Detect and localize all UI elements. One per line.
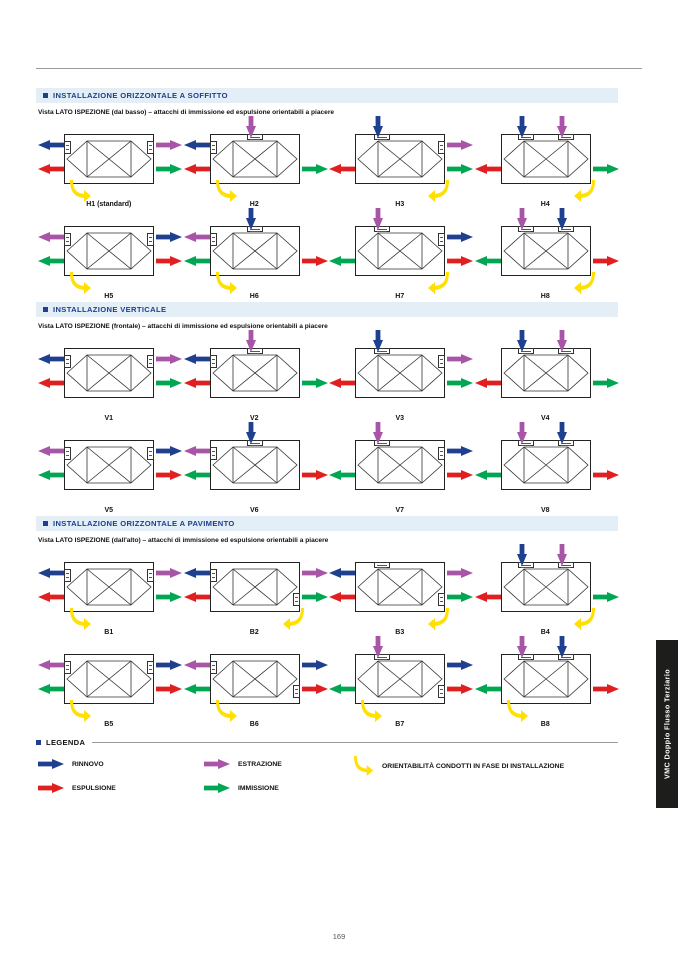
section-header-orizzontale-pavimento: [36, 516, 618, 531]
duct-port: [64, 447, 71, 460]
unit-body: [355, 654, 445, 704]
legend-label: ORIENTABILITÀ CONDOTTI IN FASE DI INSTALLAZIONE: [382, 763, 565, 771]
arrow-estrazione: [184, 232, 210, 242]
unit-body: [355, 134, 445, 184]
duct-port: [438, 141, 445, 154]
unit-body: [64, 134, 154, 184]
arrow-immissione: [475, 684, 501, 694]
diagram-label: B4: [540, 629, 550, 636]
unit-body: [355, 440, 445, 490]
arrow-espulsione: [447, 256, 473, 266]
arrow-immissione: [593, 592, 619, 602]
legend-label: ESTRAZIONE: [238, 761, 282, 769]
heat-exchanger-graphic: [356, 349, 444, 397]
arrow-right-icon: [38, 759, 64, 771]
heat-exchanger-graphic: [65, 441, 153, 489]
duct-port: [64, 141, 71, 154]
arrow-estrazione: [302, 568, 328, 578]
diagram-cell-b5: [36, 638, 182, 730]
unit-body: [210, 440, 300, 490]
section-title: INSTALLAZIONE ORIZZONTALE A PAVIMENTO: [53, 519, 235, 528]
arrow-estrazione: [373, 422, 383, 444]
diagram-cell-h4: [473, 118, 619, 210]
diagram-label: B6: [249, 721, 259, 728]
arrow-estrazione: [246, 116, 256, 138]
heat-exchanger-graphic: [356, 227, 444, 275]
duct-port: [374, 562, 390, 568]
diagram-cell-h2: [182, 118, 328, 210]
bullet-square-icon: [43, 521, 48, 526]
arrow-rinnovo: [246, 422, 256, 444]
duct-port: [210, 233, 217, 246]
arrow-rinnovo: [557, 208, 567, 230]
duct-port: [438, 355, 445, 368]
arrow-estrazione: [156, 140, 182, 150]
diagram-label: H6: [249, 293, 259, 300]
heat-exchanger-graphic: [65, 135, 153, 183]
arrow-estrazione: [447, 568, 473, 578]
unit-body: [355, 348, 445, 398]
diagram-row: [36, 118, 618, 210]
arrow-espulsione: [447, 684, 473, 694]
duct-port: [147, 355, 154, 368]
legend-label: IMMISSIONE: [238, 785, 279, 793]
duct-port: [438, 685, 445, 698]
heat-exchanger-graphic: [211, 227, 299, 275]
arrow-espulsione: [184, 378, 210, 388]
arrow-immissione: [38, 684, 64, 694]
arrow-rinnovo: [246, 208, 256, 230]
arrow-espulsione: [593, 256, 619, 266]
heat-exchanger-graphic: [356, 563, 444, 611]
arrow-rinnovo: [38, 140, 64, 150]
arrow-immissione: [593, 378, 619, 388]
duct-port: [293, 593, 300, 606]
diagram-label: V6: [249, 507, 259, 514]
arrow-estrazione: [184, 446, 210, 456]
diagram-cell-v3: [327, 332, 473, 424]
arrow-estrazione: [557, 116, 567, 138]
diagram-row: [36, 638, 618, 730]
heat-exchanger-graphic: [502, 349, 590, 397]
arrow-rinnovo: [447, 660, 473, 670]
arrow-immissione: [329, 256, 355, 266]
legend-item-rinnovo: [38, 759, 104, 771]
arrow-immissione: [302, 164, 328, 174]
heat-exchanger-graphic: [502, 135, 590, 183]
section-subtitle: Vista LATO ISPEZIONE (dall'alto) – attacchi di immissione ed espulsione orientabili a piacere: [38, 537, 329, 544]
legend-label: RINNOVO: [72, 761, 104, 769]
section-title: INSTALLAZIONE ORIZZONTALE A SOFFITTO: [53, 91, 228, 100]
diagram-label: V8: [540, 507, 550, 514]
bullet-square-icon: [43, 93, 48, 98]
arrow-espulsione: [302, 256, 328, 266]
heat-exchanger-graphic: [356, 655, 444, 703]
section-subtitle: Vista LATO ISPEZIONE (frontale) – attacchi di immissione ed espulsione orientabili a piacere: [38, 323, 328, 330]
side-tab-label: VMC Doppio Flusso Terziario: [662, 668, 672, 780]
unit-body: [64, 562, 154, 612]
diagram-label: B2: [249, 629, 259, 636]
diagram-cell-h6: [182, 210, 328, 302]
section-subtitle: Vista LATO ISPEZIONE (dal basso) – attacchi di immissione ed espulsione orientabili a piacere: [38, 109, 335, 116]
arrow-immissione: [593, 164, 619, 174]
duct-port: [147, 661, 154, 674]
arrow-rinnovo: [156, 660, 182, 670]
arrow-immissione: [156, 592, 182, 602]
section-title: INSTALLAZIONE VERTICALE: [53, 305, 167, 314]
unit-body: [64, 226, 154, 276]
unit-body: [210, 654, 300, 704]
diagram-cell-v6: [182, 424, 328, 516]
legend-label: ESPULSIONE: [72, 785, 116, 793]
diagram-label: B7: [395, 721, 405, 728]
arrow-estrazione: [373, 636, 383, 658]
diagram-label: H8: [540, 293, 550, 300]
diagram-row: [36, 332, 618, 424]
diagram-label: B3: [395, 629, 405, 636]
arrow-right-icon: [204, 783, 230, 795]
arrow-rinnovo: [156, 232, 182, 242]
diagram-cell-b7: [327, 638, 473, 730]
diagram-row: [36, 424, 618, 516]
duct-port: [438, 233, 445, 246]
arrow-estrazione: [517, 208, 527, 230]
duct-port: [64, 233, 71, 246]
arrow-estrazione: [517, 422, 527, 444]
arrow-immissione: [302, 378, 328, 388]
arrow-immissione: [38, 470, 64, 480]
diagram-cell-v1: [36, 332, 182, 424]
duct-port: [438, 447, 445, 460]
diagram-label: V7: [395, 507, 405, 514]
diagram-cell-h7: [327, 210, 473, 302]
duct-port: [210, 141, 217, 154]
unit-body: [501, 562, 591, 612]
heat-exchanger-graphic: [211, 441, 299, 489]
arrow-estrazione: [38, 446, 64, 456]
unit-body: [501, 134, 591, 184]
arrow-rinnovo: [557, 636, 567, 658]
unit-body: [64, 348, 154, 398]
arrow-espulsione: [302, 470, 328, 480]
heat-exchanger-graphic: [211, 135, 299, 183]
arrow-estrazione: [557, 330, 567, 352]
arrow-rinnovo: [184, 140, 210, 150]
diagram-label: H4: [540, 201, 550, 208]
arrow-immissione: [156, 378, 182, 388]
unit-body: [210, 226, 300, 276]
arrow-estrazione: [246, 330, 256, 352]
diagram-cell-b8: [473, 638, 619, 730]
arrow-immissione: [156, 164, 182, 174]
duct-port: [147, 233, 154, 246]
diagram-cell-v8: [473, 424, 619, 516]
arrow-rinnovo: [557, 422, 567, 444]
heat-exchanger-graphic: [502, 563, 590, 611]
duct-port: [293, 685, 300, 698]
diagram-label: H2: [249, 201, 259, 208]
heat-exchanger-graphic: [356, 441, 444, 489]
legend-item-espulsione: [38, 783, 116, 795]
arrow-rinnovo: [38, 568, 64, 578]
arrow-espulsione: [593, 684, 619, 694]
legend-item-estrazione: [204, 759, 282, 771]
diagram-cell-h1: [36, 118, 182, 210]
unit-body: [501, 440, 591, 490]
page-number: 169: [332, 932, 346, 941]
arrow-rinnovo: [447, 232, 473, 242]
arrow-estrazione: [373, 208, 383, 230]
arrow-immissione: [447, 164, 473, 174]
unit-body: [355, 562, 445, 612]
unit-body: [501, 654, 591, 704]
unit-body: [355, 226, 445, 276]
arrow-immissione: [184, 256, 210, 266]
arrow-rinnovo: [38, 354, 64, 364]
unit-body: [64, 440, 154, 490]
diagram-cell-v7: [327, 424, 473, 516]
diagram-label: B1: [104, 629, 114, 636]
duct-port: [147, 141, 154, 154]
arrow-estrazione: [517, 636, 527, 658]
arrow-estrazione: [447, 140, 473, 150]
duct-port: [147, 569, 154, 582]
page-content: [36, 88, 618, 803]
arrow-espulsione: [38, 592, 64, 602]
arrow-espulsione: [593, 470, 619, 480]
arrow-espulsione: [302, 684, 328, 694]
unit-body: [501, 348, 591, 398]
heat-exchanger-graphic: [65, 349, 153, 397]
duct-port: [64, 355, 71, 368]
arrow-right-icon: [38, 783, 64, 795]
arrow-estrazione: [156, 568, 182, 578]
arrow-espulsione: [329, 592, 355, 602]
arrow-immissione: [329, 470, 355, 480]
duct-port: [147, 447, 154, 460]
diagram-label: V3: [395, 415, 405, 422]
diagram-cell-h5: [36, 210, 182, 302]
arrow-espulsione: [475, 164, 501, 174]
heat-exchanger-graphic: [211, 655, 299, 703]
arrow-espulsione: [447, 470, 473, 480]
arrow-immissione: [302, 592, 328, 602]
arrow-rinnovo: [373, 116, 383, 138]
arrow-espulsione: [475, 592, 501, 602]
arrow-espulsione: [38, 378, 64, 388]
duct-port: [210, 355, 217, 368]
arrow-rinnovo: [329, 568, 355, 578]
legend-item-orientabilita: [354, 756, 604, 778]
arrow-immissione: [184, 470, 210, 480]
diagram-label: B8: [540, 721, 550, 728]
arrow-estrazione: [38, 232, 64, 242]
arrow-rinnovo: [517, 544, 527, 566]
bullet-square-icon: [36, 740, 41, 745]
curved-arrow-icon: [354, 756, 374, 778]
diagram-row: [36, 210, 618, 302]
arrow-rinnovo: [184, 354, 210, 364]
diagram-label: H1 (standard): [86, 201, 132, 208]
arrow-immissione: [38, 256, 64, 266]
arrow-espulsione: [329, 378, 355, 388]
arrow-estrazione: [184, 660, 210, 670]
heat-exchanger-graphic: [211, 349, 299, 397]
heat-exchanger-graphic: [211, 563, 299, 611]
diagram-cell-h3: [327, 118, 473, 210]
heat-exchanger-graphic: [356, 135, 444, 183]
arrow-rinnovo: [517, 330, 527, 352]
unit-body: [64, 654, 154, 704]
arrow-immissione: [475, 256, 501, 266]
heat-exchanger-graphic: [65, 563, 153, 611]
arrow-rinnovo: [184, 568, 210, 578]
heat-exchanger-graphic: [502, 441, 590, 489]
arrow-estrazione: [557, 544, 567, 566]
heat-exchanger-graphic: [65, 655, 153, 703]
unit-body: [210, 562, 300, 612]
legend-rule: [92, 742, 618, 743]
diagram-row: [36, 546, 618, 638]
unit-body: [210, 134, 300, 184]
diagram-cell-b1: [36, 546, 182, 638]
diagram-cell-b6: [182, 638, 328, 730]
heat-exchanger-graphic: [65, 227, 153, 275]
diagram-cell-v2: [182, 332, 328, 424]
diagram-label: V4: [540, 415, 550, 422]
duct-port: [210, 569, 217, 582]
arrow-espulsione: [475, 378, 501, 388]
diagram-cell-h8: [473, 210, 619, 302]
arrow-rinnovo: [447, 446, 473, 456]
arrow-espulsione: [184, 592, 210, 602]
diagram-label: H3: [395, 201, 405, 208]
diagram-cell-b2: [182, 546, 328, 638]
arrow-estrazione: [447, 354, 473, 364]
diagram-label: H5: [104, 293, 114, 300]
legend-header: [36, 738, 618, 747]
arrow-estrazione: [156, 354, 182, 364]
arrow-estrazione: [38, 660, 64, 670]
arrow-espulsione: [156, 684, 182, 694]
duct-port: [64, 569, 71, 582]
arrow-espulsione: [329, 164, 355, 174]
arrow-rinnovo: [302, 660, 328, 670]
arrow-espulsione: [184, 164, 210, 174]
diagram-label: V2: [249, 415, 259, 422]
legend-item-immissione: [204, 783, 279, 795]
diagram-label: H7: [395, 293, 405, 300]
arrow-immissione: [329, 684, 355, 694]
arrow-espulsione: [156, 256, 182, 266]
legend-title: LEGENDA: [46, 738, 86, 747]
arrow-espulsione: [38, 164, 64, 174]
heat-exchanger-graphic: [502, 227, 590, 275]
diagram-label: B5: [104, 721, 114, 728]
legend-items: [36, 755, 618, 803]
header-rule: [36, 68, 642, 69]
unit-body: [501, 226, 591, 276]
arrow-immissione: [447, 592, 473, 602]
arrow-right-icon: [204, 759, 230, 771]
arrow-immissione: [475, 470, 501, 480]
arrow-espulsione: [156, 470, 182, 480]
diagram-cell-v4: [473, 332, 619, 424]
diagram-cell-b3: [327, 546, 473, 638]
duct-port: [64, 661, 71, 674]
bullet-square-icon: [43, 307, 48, 312]
diagram-label: V1: [104, 415, 114, 422]
side-tab: [656, 640, 678, 808]
arrow-rinnovo: [517, 116, 527, 138]
heat-exchanger-graphic: [502, 655, 590, 703]
section-header-verticale: [36, 302, 618, 317]
duct-port: [210, 661, 217, 674]
diagram-cell-v5: [36, 424, 182, 516]
arrow-rinnovo: [156, 446, 182, 456]
duct-port: [438, 593, 445, 606]
diagram-label: V5: [104, 507, 114, 514]
diagram-cell-b4: [473, 546, 619, 638]
arrow-rinnovo: [373, 330, 383, 352]
section-header-orizzontale-soffitto: [36, 88, 618, 103]
unit-body: [210, 348, 300, 398]
duct-port: [210, 447, 217, 460]
arrow-immissione: [184, 684, 210, 694]
arrow-immissione: [447, 378, 473, 388]
